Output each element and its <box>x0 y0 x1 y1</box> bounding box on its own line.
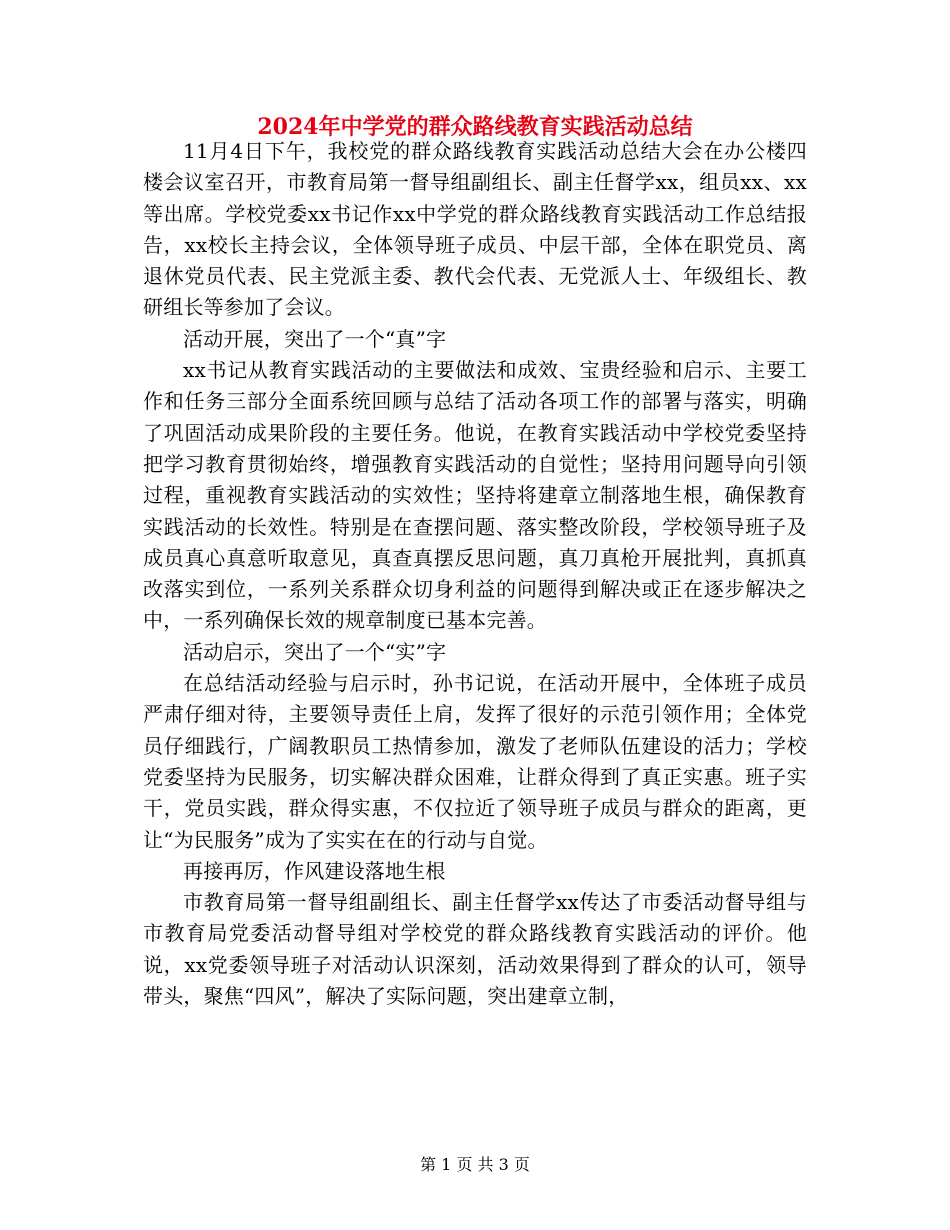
paragraph-evaluation: 市教育局第一督导组副组长、副主任督学xx传达了市委活动督导组与市教育局党委活动督导组对学校党的群众路线教育实践活动的评价。他说，xx党委领导班子对活动认识深刻，活动效果得到了群众的认可，领导带头，聚焦“四风”，解决了实际问题，突出建章立制， <box>143 890 807 1009</box>
paragraph-inspiration: 在总结活动经验与启示时，孙书记说，在活动开展中，全体班子成员严肃仔细对待，主要领导责任上肩，发挥了很好的示范引领作用；全体党员仔细践行，广阔教职员工热情参加，激发了老师队伍建设的活力；学校党委坚持为民服务，切实解决群众困难，让群众得到了真正实惠。班子实干，党员实践，群众得实惠，不仅拉近了领导班子成员与群众的距离，更让“为民服务”成为了实实在在的行动与自觉。 <box>143 671 807 852</box>
paragraph-practice: xx书记从教育实践活动的主要做法和成效、宝贵经验和启示、主要工作和任务三部分全面系统回顾与总结了活动各项工作的部署与落实，明确了巩固活动成果阶段的主要任务。他说，在教育实践活动中学校党委坚持把学习教育贯彻始终，增强教育实践活动的自觉性；坚持用问题导向引领过程，重视教育实践活动的实效性；坚持将建章立制落地生根，确保教育实践活动的长效性。特别是在查摆问题、落实整改阶段，学校领导班子及成员真心真意听取意见，真查真摆反思问题，真刀真枪开展批判，真抓真改落实到位，一系列关系群众切身利益的问题得到解决或正在逐步解决之中，一系列确保长效的规章制度已基本完善。 <box>143 358 807 633</box>
document-title: 2024年中学党的群众路线教育实践活动总结 <box>257 114 693 140</box>
section-heading-shi: 活动启示，突出了一个“实”字 <box>183 639 447 664</box>
document-body <box>143 136 807 1012</box>
section-heading-zuofeng: 再接再厉，作风建设落地生根 <box>183 858 446 883</box>
paragraph-intro: 11月4日下午，我校党的群众路线教育实践活动总结大会在办公楼四楼会议室召开，市教育局第一督导组副组长、副主任督学xx，组员xx、xx等出席。学校党委xx书记作xx中学党的群众路线教育实践活动工作总结报告，xx校长主持会议，全体领导班子成员、中层干部，全体在职党员、离退休党员代表、民主党派主委、教代会代表、无党派人士、年级组长、教研组长等参加了会议。 <box>143 139 807 320</box>
section-heading-zhen: 活动开展，突出了一个“真”字 <box>183 326 447 351</box>
page-footer: 第 1 页 共 3 页 <box>420 1155 530 1174</box>
